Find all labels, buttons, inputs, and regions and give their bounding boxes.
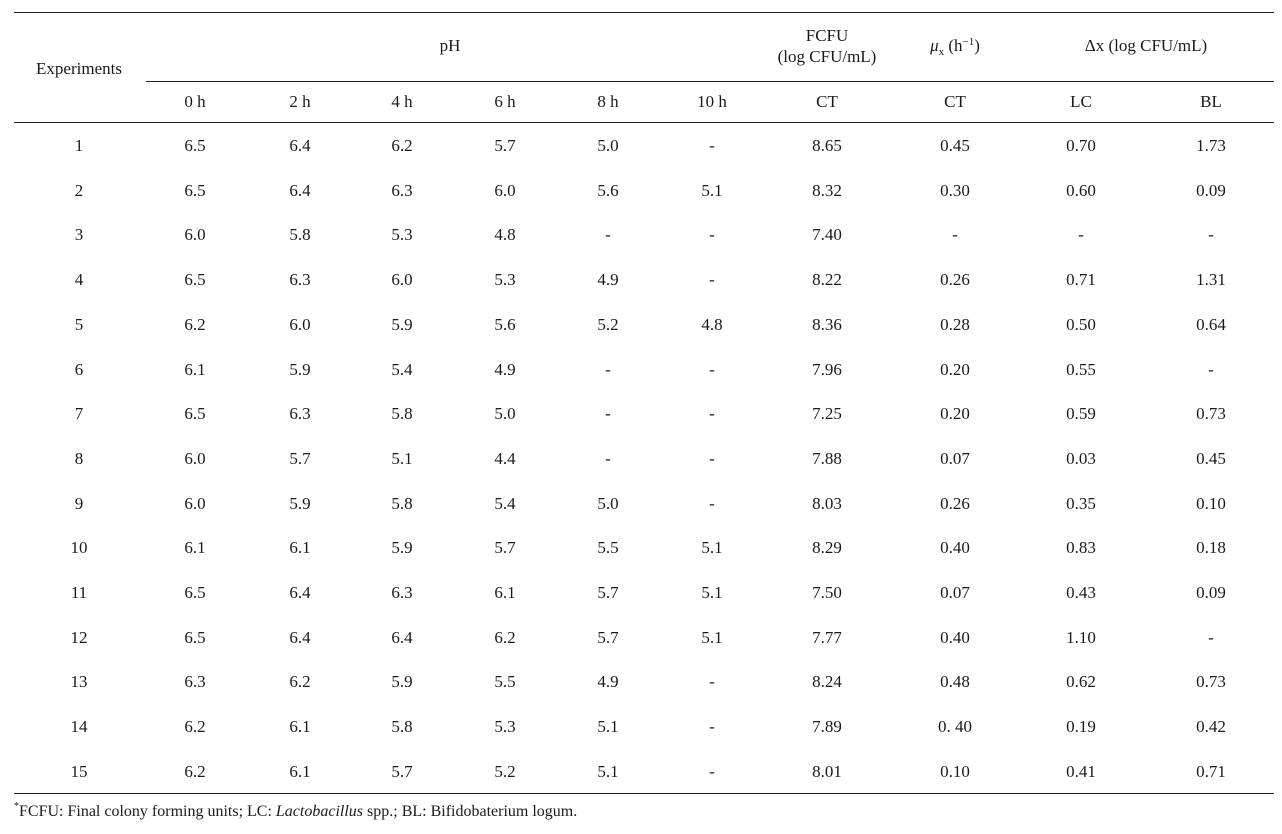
table-cell: - (709, 448, 715, 468)
header-experiments: Experiments (36, 59, 122, 78)
table-cell: 1.31 (1196, 270, 1226, 290)
table-cell: 6.3 (391, 583, 413, 602)
table-cell: 6.0 (494, 180, 516, 200)
table-cell: 8.36 (812, 314, 842, 334)
table-cell: 8.65 (812, 136, 842, 155)
experiment-number: 14 (70, 717, 88, 737)
table-cell: 6.5 (184, 136, 206, 155)
table-cell: 5.7 (597, 627, 619, 647)
table-cell: 6.5 (184, 270, 206, 290)
table-cell: 6.2 (494, 627, 516, 647)
table-cell: 6.0 (184, 225, 206, 245)
table-cell: 5.8 (391, 404, 413, 424)
table-cell: 0.40 (940, 627, 970, 647)
experiment-number: 5 (74, 314, 84, 334)
header-sub-rule (146, 81, 1274, 82)
table-cell: 6.5 (184, 180, 206, 200)
table-cell: - (709, 225, 715, 245)
table-cell: 6.3 (289, 404, 311, 424)
footnote-text-2: spp.; BL: Bifidobaterium logum. (363, 803, 578, 820)
mu-unit-exponent: −1 (962, 36, 975, 48)
sub-header-9: LC (1070, 92, 1092, 111)
table-cell: 5.7 (494, 538, 516, 558)
table-cell: 7.88 (812, 448, 842, 468)
table-cell: 5.1 (701, 627, 723, 647)
table-cell: 8.22 (812, 270, 842, 290)
experiment-number: 11 (70, 583, 88, 602)
footnote (14, 803, 577, 821)
table-cell: 0.09 (1196, 180, 1226, 200)
experiment-number: 12 (70, 627, 88, 647)
experiment-number: 3 (74, 225, 84, 245)
sub-header-3: 4 h (391, 92, 413, 111)
table-cell: 1.73 (1196, 136, 1226, 155)
footnote-text-1: FCFU: Final colony forming units; LC: (19, 803, 276, 820)
table-cell: 0.03 (1066, 448, 1096, 468)
table-cell: 5.5 (597, 538, 619, 558)
table-cell: 7.40 (812, 225, 842, 245)
table-cell: 5.1 (391, 448, 413, 468)
table-cell: 5.1 (701, 583, 723, 602)
table-cell: 0.40 (940, 538, 970, 558)
table-cell: 4.9 (494, 359, 516, 379)
table-cell: 4.8 (494, 225, 516, 245)
sub-header-4: 6 h (494, 92, 516, 111)
table-cell: 0.28 (940, 314, 970, 334)
table-cell: 0.26 (940, 493, 970, 513)
table-cell: 0.55 (1066, 359, 1096, 379)
table-cell: 6.1 (289, 717, 311, 737)
table-cell: 0.83 (1066, 538, 1096, 558)
mu-subscript: x (938, 46, 945, 58)
table-cell: 6.3 (184, 672, 206, 692)
table-cell: 0.20 (940, 359, 970, 379)
table-cell: 5.7 (597, 583, 619, 602)
table-cell: 6.1 (289, 538, 311, 558)
experiment-number: 6 (74, 359, 84, 379)
sub-header-2: 2 h (289, 92, 311, 111)
table-cell: - (709, 359, 715, 379)
table-cell: 6.3 (289, 270, 311, 290)
table-cell: 6.1 (184, 359, 206, 379)
table-cell: - (709, 270, 715, 290)
table-cell: - (1208, 225, 1214, 245)
table-cell: 6.1 (184, 538, 206, 558)
table-cell: 6.2 (289, 672, 311, 692)
table-cell: 8.32 (812, 180, 842, 200)
table-cell: 0.10 (1196, 493, 1226, 513)
table-cell: 0. 40 (938, 717, 972, 737)
footnote-marker: * (14, 801, 19, 812)
table-cell: 8.29 (812, 538, 842, 558)
table-cell: - (605, 404, 611, 424)
table-cell: 5.9 (289, 359, 311, 379)
table-cell: 4.8 (701, 314, 723, 334)
table-cell: 5.3 (494, 717, 516, 737)
table-cell: 5.9 (391, 538, 413, 558)
table-cell: - (1208, 359, 1214, 379)
header-ph-group: pH (439, 36, 461, 55)
table-cell: - (605, 359, 611, 379)
sub-header-1: 0 h (184, 92, 206, 111)
table-cell: 0.50 (1066, 314, 1096, 334)
table-cell: 5.8 (391, 717, 413, 737)
experiment-number: 8 (74, 448, 84, 468)
sub-header-8: CT (944, 92, 966, 111)
table-cell: 5.5 (494, 672, 516, 692)
header-delta-group: Δx (log CFU/mL) (1084, 36, 1208, 55)
table-cell: 5.9 (289, 493, 311, 513)
table-cell: 8.03 (812, 493, 842, 513)
header-growth-rate (930, 36, 980, 58)
table-cell: 0.10 (940, 761, 970, 781)
table-cell: 6.0 (391, 270, 413, 290)
experiment-number: 7 (74, 404, 84, 424)
table-cell: 0.26 (940, 270, 970, 290)
table-cell: 0.71 (1196, 761, 1226, 781)
table-cell: 8.01 (812, 761, 842, 781)
table-cell: 0.09 (1196, 583, 1226, 602)
table-cell: 5.8 (289, 225, 311, 245)
table-cell: 7.77 (812, 627, 842, 647)
table-cell: 6.0 (184, 493, 206, 513)
table-bottom-rule (14, 793, 1274, 794)
table-cell: 5.6 (597, 180, 619, 200)
table-cell: 0.62 (1066, 672, 1096, 692)
table-cell: - (605, 225, 611, 245)
mu-unit-open: (h (944, 36, 963, 55)
table-cell: 5.6 (494, 314, 516, 334)
table-cell: 6.5 (184, 404, 206, 424)
table-cell: 6.5 (184, 583, 206, 602)
table-cell: - (709, 672, 715, 692)
table-cell: 5.7 (391, 761, 413, 781)
experiment-number: 10 (70, 538, 88, 558)
header-bottom-rule (14, 122, 1274, 123)
table-cell: 5.1 (701, 180, 723, 200)
sub-header-6: 10 h (697, 92, 727, 111)
table-cell: 6.4 (289, 627, 311, 647)
experiment-number: 13 (70, 672, 88, 692)
table-cell: 6.2 (391, 136, 413, 155)
table-cell: - (605, 448, 611, 468)
table-cell: 6.0 (184, 448, 206, 468)
top-rule (14, 12, 1274, 13)
table-cell: - (709, 761, 715, 781)
table-cell: 7.25 (812, 404, 842, 424)
table-cell: 0.07 (940, 448, 970, 468)
table-cell: 5.2 (597, 314, 619, 334)
table-cell: 6.2 (184, 314, 206, 334)
table-cell: 6.4 (289, 583, 311, 602)
table-cell: - (709, 717, 715, 737)
experiment-number: 1 (74, 136, 84, 155)
table-cell: 5.1 (597, 761, 619, 781)
table-cell: 0.41 (1066, 761, 1096, 781)
table-cell: 0.70 (1066, 136, 1096, 155)
experiment-number: 9 (74, 493, 84, 513)
table-cell: 0.64 (1196, 314, 1226, 334)
table-cell: 4.9 (597, 672, 619, 692)
table-cell: - (1208, 627, 1214, 647)
table-cell: 5.2 (494, 761, 516, 781)
header-fcfu-line2: (log CFU/mL) (777, 47, 877, 66)
experiment-number: 15 (70, 761, 88, 781)
table-cell: 5.3 (391, 225, 413, 245)
table-cell: 0.48 (940, 672, 970, 692)
table-cell: 0.19 (1066, 717, 1096, 737)
table-cell: 8.24 (812, 672, 842, 692)
table-cell: - (952, 225, 958, 245)
table-cell: 0.07 (940, 583, 970, 602)
table-cell: 6.5 (184, 627, 206, 647)
table-cell: 5.4 (391, 359, 413, 379)
table-cell: 5.7 (494, 136, 516, 155)
sub-header-10: BL (1200, 92, 1222, 111)
mu-symbol: μ (930, 36, 939, 55)
table-cell: 6.2 (184, 717, 206, 737)
table-cell: 5.0 (494, 404, 516, 424)
table-cell: 0.60 (1066, 180, 1096, 200)
table-cell: 0.45 (940, 136, 970, 155)
table-cell: 6.4 (391, 627, 413, 647)
table-cell: 5.8 (391, 493, 413, 513)
table-cell: 5.3 (494, 270, 516, 290)
table-cell: 0.42 (1196, 717, 1226, 737)
table-cell: 1.10 (1066, 627, 1096, 647)
mu-unit-close: ) (974, 36, 980, 55)
table-cell: 5.0 (597, 136, 619, 155)
table-cell: 5.0 (597, 493, 619, 513)
table-cell: 0.20 (940, 404, 970, 424)
table-cell: 6.0 (289, 314, 311, 334)
table-cell: - (709, 136, 715, 155)
header-fcfu-line1: FCFU (805, 26, 849, 45)
table-cell: 7.50 (812, 583, 842, 602)
table-cell: 5.9 (391, 314, 413, 334)
table-cell: 0.35 (1066, 493, 1096, 513)
experiment-number: 4 (74, 270, 84, 290)
table-cell: 0.30 (940, 180, 970, 200)
table-cell: 0.73 (1196, 404, 1226, 424)
table-cell: 0.73 (1196, 672, 1226, 692)
table-cell: 5.4 (494, 493, 516, 513)
table-cell: 6.3 (391, 180, 413, 200)
table-cell: 6.4 (289, 180, 311, 200)
footnote-italic: Lactobacillus (275, 803, 364, 820)
table-cell: 4.4 (494, 448, 516, 468)
table-cell: - (709, 493, 715, 513)
table-cell: 5.9 (391, 672, 413, 692)
table-cell: 7.96 (812, 359, 842, 379)
table-cell: 0.59 (1066, 404, 1096, 424)
table-cell: 5.1 (701, 538, 723, 558)
experiment-number: 2 (74, 180, 84, 200)
sub-header-5: 8 h (597, 92, 619, 111)
table-cell: 5.1 (597, 717, 619, 737)
table-cell: - (709, 404, 715, 424)
table-cell: - (1078, 225, 1084, 245)
table-cell: 7.89 (812, 717, 842, 737)
table-cell: 6.1 (289, 761, 311, 781)
table-cell: 0.18 (1196, 538, 1226, 558)
table-cell: 0.45 (1196, 448, 1226, 468)
table-cell: 4.9 (597, 270, 619, 290)
table-cell: 0.71 (1066, 270, 1096, 290)
table-cell: 6.4 (289, 136, 311, 155)
table-cell: 6.2 (184, 761, 206, 781)
table-cell: 5.7 (289, 448, 311, 468)
table-cell: 0.43 (1066, 583, 1096, 602)
table-cell: 6.1 (494, 583, 516, 602)
sub-header-7: CT (816, 92, 838, 111)
